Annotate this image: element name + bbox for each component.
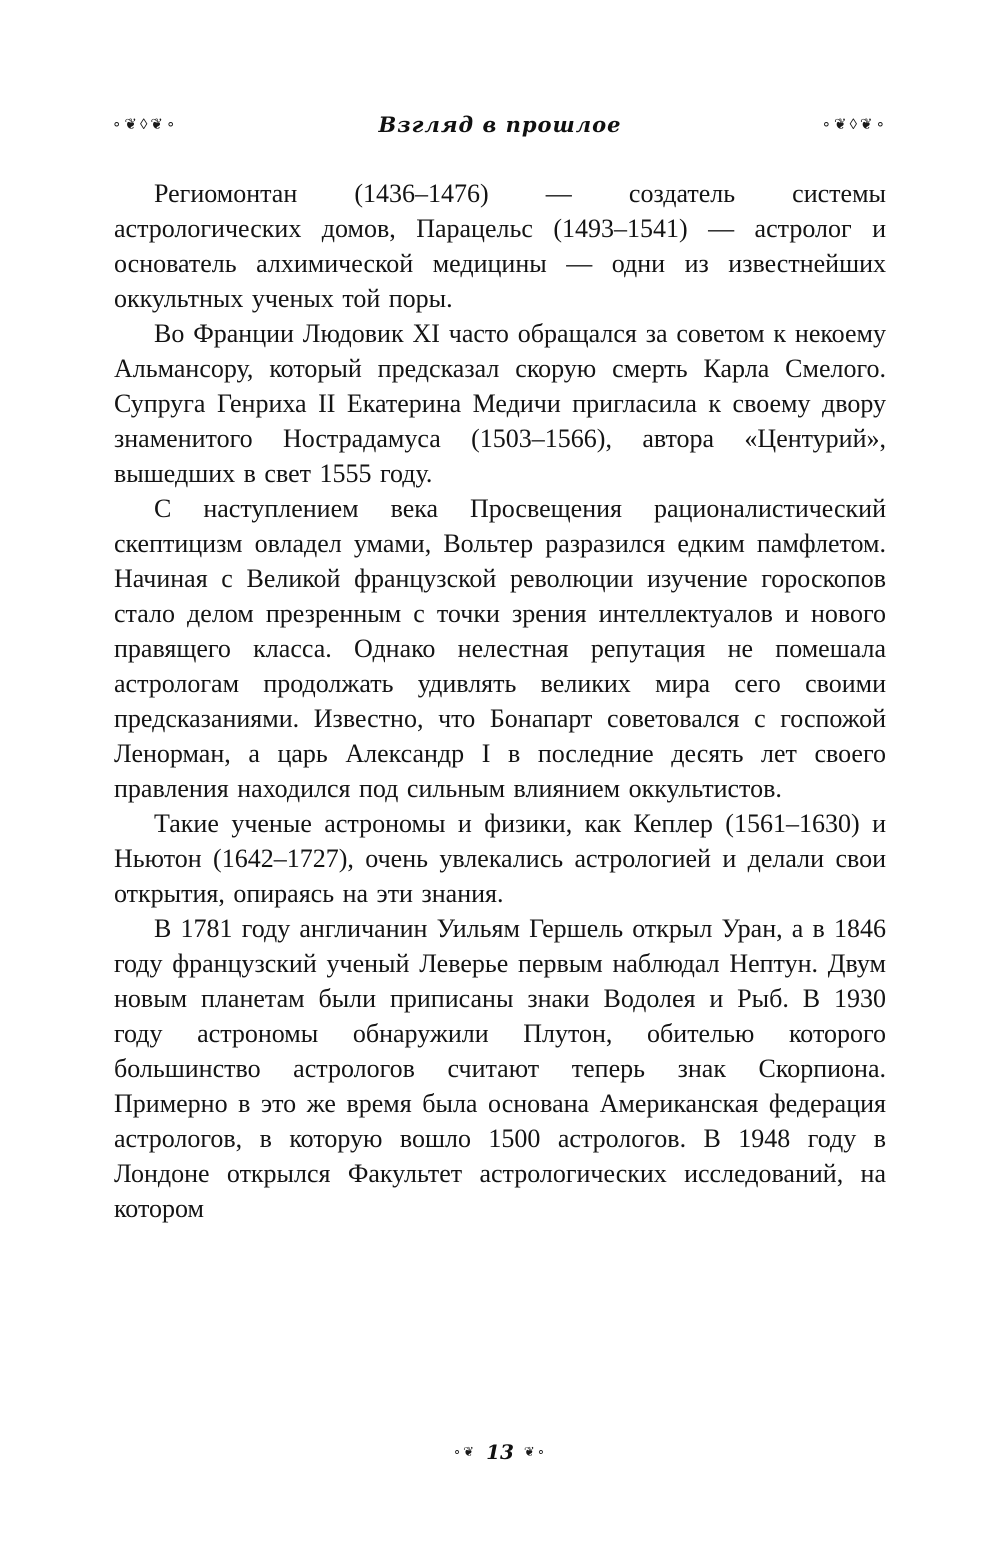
page-body — [114, 176, 886, 1226]
ornament-icon: ❦∘ — [523, 1444, 547, 1459]
page-footer — [0, 1440, 1000, 1464]
ornament-icon: ∘❦◊❦∘ — [821, 117, 888, 133]
page-number: 13 — [486, 1440, 514, 1464]
paragraph: Такие ученые астрономы и физики, как Кеплер (1561–1630) и Ньютон (1642–1727), очень увлекались астрологией и делали свои открытия, опираясь на эти знания. — [114, 809, 886, 908]
ornament-icon: ∘❦◊❦∘ — [112, 117, 179, 133]
ornament-icon: ∘❦ — [453, 1444, 477, 1459]
running-title: Взгляд в прошлое — [378, 112, 622, 137]
paragraph: Во Франции Людовик XI часто обращался за советом к некоему Альмансору, который предсказал скорую смерть Карла Смелого. Супруга Генриха II Екатерина Медичи пригласила к своему двору знаменитого Нострадамуса (1503–1566), автора «Центурий», вышедших в свет 1555 году. — [114, 319, 886, 488]
paragraph: С наступлением века Просвещения рационалистический скептицизм овладел умами, Вольтер разразился едким памфлетом. Начиная с Великой французской революции изучение гороскопов стало делом презренным с точки зрения интеллектуалов и нового правящего класса. Однако нелестная репутация не помешала астрологам продолжать удивлять великих мира сего своими предсказаниями. Известно, что Бонапарт советовался с госпожой Ленорман, а царь Александр I в последние десять лет своего правления находился под сильным влиянием оккультистов. — [114, 494, 886, 803]
page-header — [112, 112, 888, 137]
paragraph: Региомонтан (1436–1476) — создатель системы астрологических домов, Парацельс (1493–1541) — астролог и основатель алхимической медицины — одни из известнейших оккультных ученых той поры. — [114, 179, 886, 313]
paragraph: В 1781 году англичанин Уильям Гершель открыл Уран, а в 1846 году французский ученый Леверье первым наблюдал Нептун. Двум новым планетам были приписаны знаки Водолея и Рыб. В 1930 году астрономы обнаружили Плутон, обителью которого большинство астрологов считают теперь знак Скорпиона. Примерно в это же время была основана Американская федерация астрологов, в которую вошло 1500 астрологов. В 1948 году в Лондоне открылся Факультет астрологических исследований, на котором — [114, 914, 886, 1223]
